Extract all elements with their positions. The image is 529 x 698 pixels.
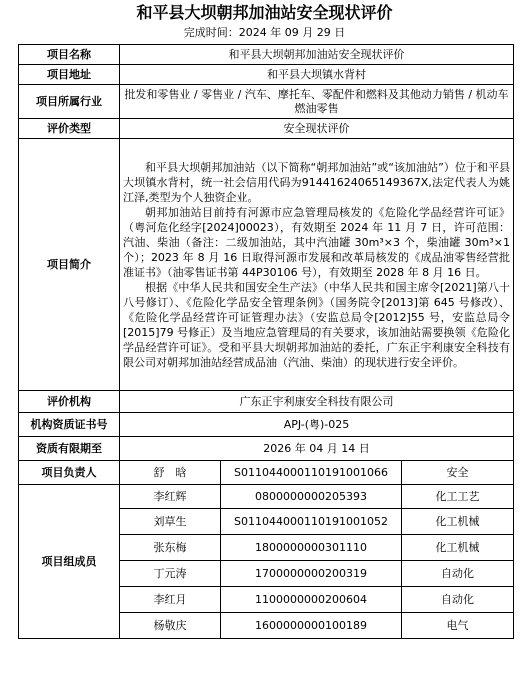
- row-eval-type: [19, 119, 514, 139]
- summary-paragraph-3: 根据《中华人民共和国安全生产法》（中华人民共和国主席令[2021]第八十八号修订）、《危险化学品安全管理条例》（国务院令[2013]第 645 号修改）、《危险化学品经营许可证管理办法》（安监总局令[2012]55 号，安监总局令[2015]79 号修正）及当地应急管理局的有关要求，该加油站需要换领《危险化学品经营许可证》。受和平县大坝朝邦加油站的委托，广东正宇利康安全科技有限公司对朝邦加油站经营成品油（汽油、柴油）的现状进行安全评价。: [123, 280, 510, 369]
- page-title: 和平县大坝朝邦加油站安全现状评价: [136, 3, 393, 22]
- summary-paragraph-2: 朝邦加油站目前持有河源市应急管理局核发的《危险化学品经营许可证》（粤河危化经字[2024]00023），有效期至 2024 年 11 月 7 日，许可范围：汽油、柴油（备注：二级加油站，其中汽油罐 30m³×3 个，柴油罐 30m³×1 个）；2023 年 8 月 16 日取得河源市发展和改革局核发的《成品油零售经营批准证书》（油零售证书第 44P30106 号），有效期至 2028 年 8 月 16 日。: [123, 205, 510, 279]
- member-name: 李红月: [120, 587, 221, 613]
- member-name: 李红辉: [120, 485, 221, 509]
- members-label: 项目组成员: [19, 485, 120, 639]
- leader-cert: S011044000110191001066: [221, 461, 402, 485]
- leader-label: 项目负责人: [19, 461, 120, 485]
- member-cert: S011044000110191001052: [221, 509, 402, 535]
- member-cert: 1700000000200319: [221, 561, 402, 587]
- industry-value: 批发和零售业 / 零售业 / 汽车、摩托车、零配件和燃料及其他动力销售 / 机动车燃油零售: [120, 85, 514, 119]
- member-field: 化工工艺: [402, 485, 514, 509]
- project-name-value: 和平县大坝朝邦加油站安全现状评价: [120, 45, 514, 65]
- row-project-address: [19, 65, 514, 85]
- summary-paragraph-1: 和平县大坝朝邦加油站（以下简称“朝邦加油站”或“该加油站”）位于和平县大坝镇水背村，统一社会信用代码为91441624065149367X,法定代表人为姚江泽,类型为个人独资企业。: [123, 160, 510, 204]
- project-name-label: 项目名称: [19, 45, 120, 65]
- member-field: 化工机械: [402, 535, 514, 561]
- cert-expiry-value: 2026 年 04 月 14 日: [120, 437, 514, 461]
- member-name: 杨敬庆: [120, 613, 221, 639]
- member-cert: 1600000000100189: [221, 613, 402, 639]
- industry-label: 项目所属行业: [19, 85, 120, 119]
- summary-label: 项目简介: [19, 139, 120, 391]
- row-cert-expiry: [19, 437, 514, 461]
- member-name: 刘草生: [120, 509, 221, 535]
- row-eval-org: [19, 391, 514, 413]
- row-project-name: [19, 45, 514, 65]
- summary-content: [120, 139, 514, 391]
- member-row: [19, 485, 514, 509]
- member-cert: 1100000000200604: [221, 587, 402, 613]
- member-field: 自动化: [402, 561, 514, 587]
- eval-type-value: 安全现状评价: [120, 119, 514, 139]
- cert-no-label: 机构资质证书号: [19, 413, 120, 437]
- member-cert: 1800000000301110: [221, 535, 402, 561]
- cert-no-value: APJ-(粤)-025: [120, 413, 514, 437]
- eval-org-value: 广东正宇利康安全科技有限公司: [120, 391, 514, 413]
- report-table: [18, 44, 514, 639]
- row-summary: [19, 139, 514, 391]
- row-cert-no: [19, 413, 514, 437]
- leader-name: 舒 晗: [120, 461, 221, 485]
- row-industry: [19, 85, 514, 119]
- project-address-value: 和平县大坝镇水背村: [120, 65, 514, 85]
- leader-field: 安全: [402, 461, 514, 485]
- member-cert: 0800000000205393: [221, 485, 402, 509]
- member-field: 化工机械: [402, 509, 514, 535]
- member-field: 电气: [402, 613, 514, 639]
- member-name: 张东梅: [120, 535, 221, 561]
- member-name: 丁元涛: [120, 561, 221, 587]
- member-field: 自动化: [402, 587, 514, 613]
- eval-org-label: 评价机构: [19, 391, 120, 413]
- cert-expiry-label: 资质有限期至: [19, 437, 120, 461]
- project-address-label: 项目地址: [19, 65, 120, 85]
- completion-date: 完成时间：2024 年 09 月 29 日: [183, 26, 346, 39]
- eval-type-label: 评价类型: [19, 119, 120, 139]
- row-leader: [19, 461, 514, 485]
